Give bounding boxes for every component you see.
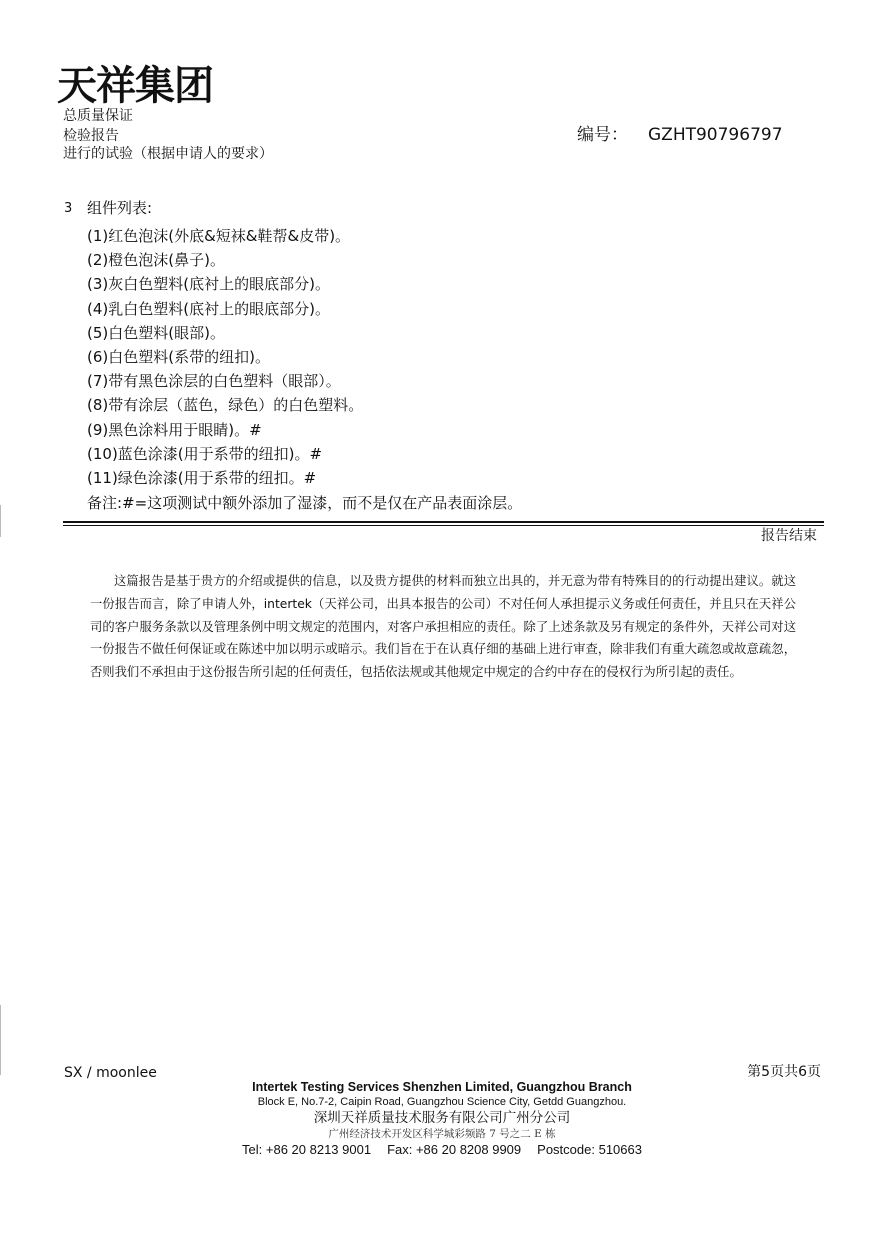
component-list — [87, 224, 363, 490]
footer-address-cn: 广州经济技术开发区科学城彩频路 7 号之二 E 栋 — [328, 1128, 556, 1140]
list-item: (3)灰白色塑料(底衬上的眼底部分)。 — [87, 275, 330, 294]
company-logo: 天祥集团 — [57, 63, 213, 109]
list-item: (1)红色泡沫(外底&短袜&鞋帮&皮带)。 — [87, 227, 351, 245]
list-item: (9)黑色涂料用于眼睛)。# — [87, 420, 262, 439]
header-line-quality-assurance: 总质量保证 — [63, 108, 133, 124]
list-item: (7)带有黑色涂层的白色塑料（眼部）。 — [87, 372, 341, 391]
header-line-test-basis: 进行的试验（根据申请人的要求） — [63, 146, 273, 162]
list-item: (2)橙色泡沫(鼻子)。 — [87, 251, 225, 270]
divider-thin — [63, 525, 824, 526]
footer-contact — [0, 1141, 874, 1159]
footer-company-cn: 深圳天祥质量技术服务有限公司广州分公司 — [313, 1110, 571, 1126]
list-item: (11)绿色涂漆(用于系带的纽扣。# — [87, 469, 317, 488]
list-item: (6)白色塑料(系带的纽扣)。 — [87, 348, 270, 367]
footer-tel: Tel: +86 20 8213 9001 — [242, 1142, 372, 1157]
end-of-report: 报告结束 — [761, 528, 817, 544]
scan-edge-mark — [0, 1005, 1, 1075]
list-item: (8)带有涂层（蓝色，绿色）的白色塑料。 — [87, 396, 364, 415]
section-title: 组件列表: — [87, 199, 153, 217]
divider-thick — [63, 521, 824, 523]
footer-address-en: Block E, No.7-2, Caipin Road, Guangzhou Science City, Getdd Guangzhou. — [257, 1096, 627, 1108]
footer-fax: Fax: +86 20 8208 9909 — [387, 1142, 522, 1157]
report-number-label: 编号： — [577, 125, 628, 145]
header-line-inspection-report: 检验报告 — [63, 128, 119, 144]
footer-company-en: Intertek Testing Services Shenzhen Limited, Guangzhou Branch — [252, 1080, 632, 1094]
section-note: 备注:#=这项测试中额外添加了湿漆，而不是仅在产品表面涂层。 — [87, 494, 523, 512]
disclaimer-paragraph: 这篇报告是基于贵方的介绍或提供的信息，以及贵方提供的材料而独立出具的，并无意为带有特殊目的的行动提出建议。就这一份报告而言，除了申请人外，intertek（天祥公司，出具本报告的公司）不对任何人承担提示义务或任何责任，并且只在天祥公司的客户服务条款以及管理条例中明文规定的范围内，对客户承担相应的责任。除了上述条款及另有规定的条件外，天祥公司对这一份报告不做任何保证或在陈述中加以明示或暗示。我们旨在于在认真仔细的基础上进行审查，除非我们有重大疏忽或故意疏忽，否则我们不承担由于这份报告所引起的任何责任，包括依法规或其他规定中规定的合约中存在的侵权行为所引起的责任。 — [90, 574, 796, 680]
footer-postcode: Postcode: 510663 — [537, 1142, 642, 1157]
list-item: (5)白色塑料(眼部)。 — [87, 323, 225, 342]
page-number: 第5页共6页 — [747, 1064, 821, 1080]
signature: SX / moonlee — [64, 1065, 157, 1081]
footer — [0, 1079, 874, 1159]
section-number: 3 — [64, 201, 73, 216]
list-item: (4)乳白色塑料(底衬上的眼底部分)。 — [87, 299, 330, 318]
scan-edge-mark — [0, 505, 1, 537]
report-number — [577, 124, 783, 146]
list-item: (10)蓝色涂漆(用于系带的纽扣)。# — [87, 444, 323, 463]
report-number-value: GZHT90796797 — [648, 125, 783, 145]
